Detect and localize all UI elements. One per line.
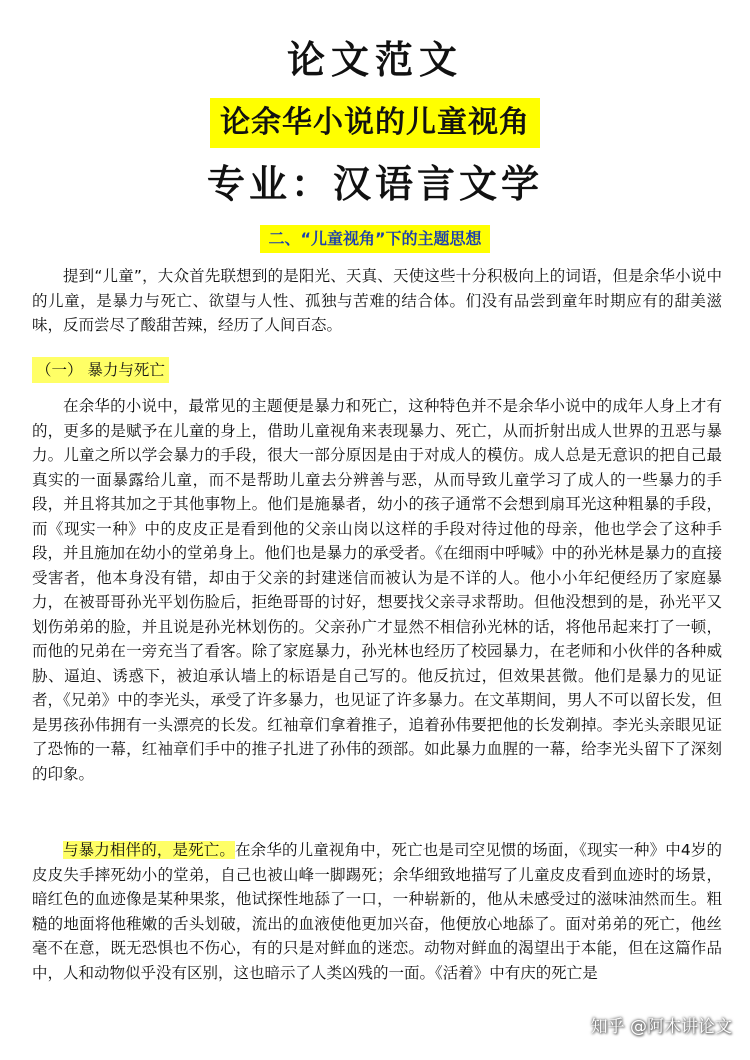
subtitle-container [0,98,750,148]
document-subtitle: 论余华小说的儿童视角 [210,98,540,148]
major-line: 专业：汉语言文学 [206,161,543,206]
paragraph-death [32,838,722,985]
paragraph-death-rest: 在余华的儿童视角中，死亡也是司空见惯的场面，《现实一种》中4岁的皮皮失手摔死幼小的堂弟，自己也被山峰一脚踢死；余华细致地描写了儿童皮皮看到血迹时的场景，暗红色的血迹像是某种果浆，他试探性地舔了一口，一种崭新的，他从未感受过的滋味油然而生。粗糙的地面将他稚嫩的舌头划破，流出的血液使他更加兴奋，他便放心地舔了。面对弟弟的死亡，他丝毫不在意，既无恐惧也不伤心，有的只是对鲜血的迷恋。动物对鲜血的渴望出于本能，但在这篇作品中，人和动物似乎没有区别，这也暗示了人类凶残的一面。《活着》中有庆的死亡是 [32,841,722,982]
section-heading-container [0,225,750,253]
paragraph-death-text [32,838,722,985]
paragraph-intro-text: 提到“儿童”，大众首先联想到的是阳光、天真、天使这些十分积极向上的词语，但是余华小说中的儿童，是暴力与死亡、欲望与人性、孤独与苦难的结合体。们没有品尝到童年时期应有的甜美滋味，反而尝尽了酸甜苦辣，经历了人间百态。 [32,267,722,334]
paragraph-violence-text: 在余华的小说中，最常见的主题便是暴力和死亡，这种特色并不是余华小说中的成年人身上才有的，更多的是赋予在儿童的身上，借助儿童视角来表现暴力、死亡，从而折射出成人世界的丑恶与暴力。儿童之所以学会暴力的手段，很大一部分原因是由于对成人的模仿。成人总是无意识的把自己最真实的一面暴露给儿童，而不是帮助儿童去分辨善与恶，从而导致儿童学习了成人的一些暴力的手段，并且将其加之于其他事物上。他们是施暴者，幼小的孩子通常不会想到扇耳光这种粗暴的手段，而《现实一种》中的皮皮正是看到他的父亲山岗以这样的手段对待过他的母亲，他也学会了这种手段，并且施加在幼小的堂弟身上。他们也是暴力的承受者。《在细雨中呼喊》中的孙光林是暴力的直接受害者，他本身没有错，却由于父亲的封建迷信而被认为是不详的人。他小小年纪便经历了家庭暴力，在被哥哥孙光平划伤脸后，拒绝哥哥的讨好，想要找父亲寻求帮助。但他没想到的是，孙光平又划伤弟弟的脸，并且说是孙光林划伤的。父亲孙广才显然不相信孙光林的话，将他吊起来打了一顿，而他的兄弟在一旁充当了看客。除了家庭暴力，孙光林也经历了校园暴力，在老师和小伙伴的各种威胁、逼迫、诱惑下，被迫承认墙上的标语是自己写的。他反抗过，但效果甚微。他们是暴力的见证者，《兄弟》中的李光头，承受了许多暴力，也见证了许多暴力。在文革期间，男人不可以留长发，但是男孩孙伟拥有一头漂亮的长发。红袖章们拿着推子，追着孙伟要把他的长发剃掉。李光头亲眼见证了恐怖的一幕，红袖章们手中的推子扎进了孙伟的颈部。如此暴力血腥的一幕，给李光头留下了深刻的印象。 [32,397,722,783]
section-heading: 二、“儿童视角”下的主题思想 [260,225,489,253]
zhihu-watermark: 知乎 @阿木讲论文 [590,1017,732,1037]
paragraph-intro [32,264,722,338]
highlighted-sentence: 与暴力相伴的，是死亡。 [63,841,236,859]
paragraph-violence [32,394,722,786]
document-title: 论文范文 [286,37,463,82]
subheading-violence-death: （一） 暴力与死亡 [32,357,169,383]
